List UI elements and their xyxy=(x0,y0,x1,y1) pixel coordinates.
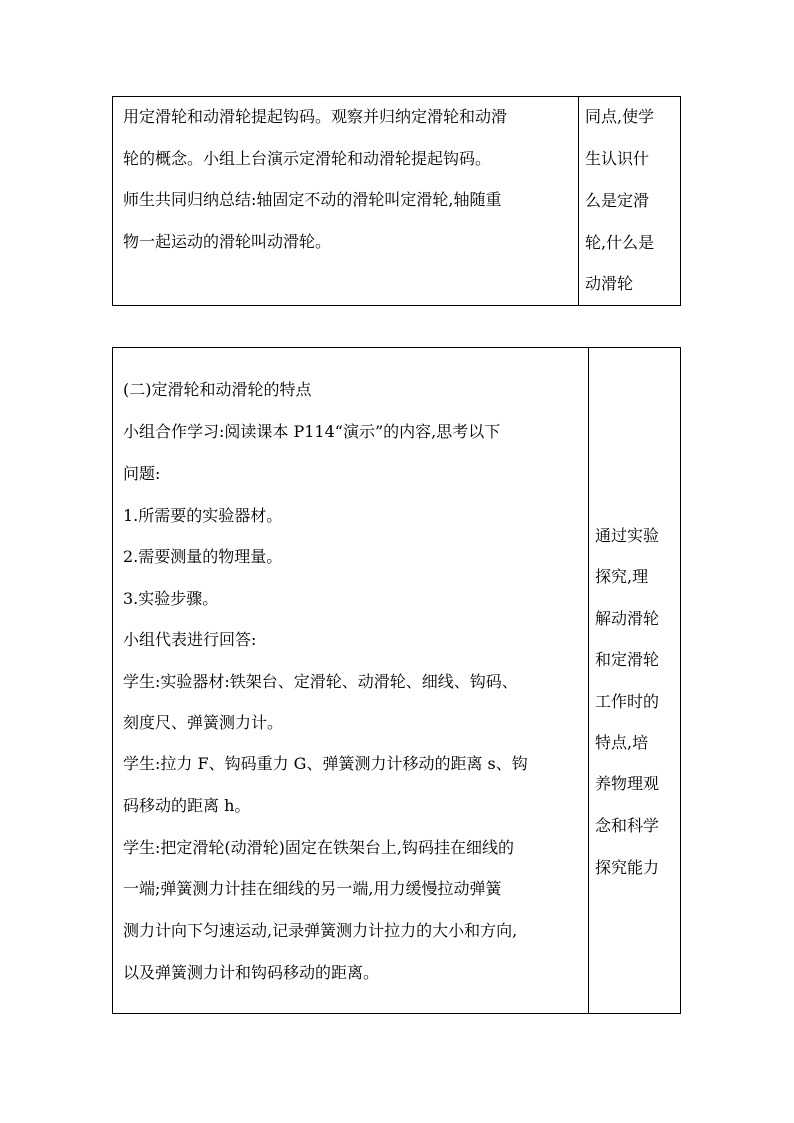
text-line: 学生:拉力 F、钩码重力 G、弹簧测力计移动的距离 s、钩 xyxy=(123,754,528,773)
text-line: 1.所需要的实验器材。 xyxy=(123,506,283,525)
text-line: 和定滑轮 xyxy=(595,650,660,669)
text-line: 轮,什么是 xyxy=(585,233,655,252)
table-2-intent-cell xyxy=(587,348,680,1013)
text-line: 探究,理 xyxy=(595,567,649,586)
text-line: 生认识什 xyxy=(585,149,650,168)
text-line: 一端;弹簧测力计挂在细线的另一端,用力缓慢拉动弹簧 xyxy=(123,879,502,898)
text-line: 刻度尺、弹簧测力计。 xyxy=(123,713,284,732)
table-1 xyxy=(112,96,681,306)
text-line: 工作时的 xyxy=(595,692,660,711)
text-line: 念和科学 xyxy=(595,816,660,835)
text-line: 么是定滑 xyxy=(585,191,650,210)
text-line: 学生:把定滑轮(动滑轮)固定在铁架台上,钩码挂在细线的 xyxy=(123,838,514,857)
text-line: 3.实验步骤。 xyxy=(123,589,219,608)
text-line: 测力计向下匀速运动,记录弹簧测力计拉力的大小和方向, xyxy=(123,921,518,940)
text-line: 养物理观 xyxy=(595,774,660,793)
text-line: 学生:实验器材:铁架台、定滑轮、动滑轮、细线、钩码、 xyxy=(123,672,518,691)
text-line: 小组代表进行回答: xyxy=(123,630,257,649)
text-line: 物一起运动的滑轮叫动滑轮。 xyxy=(123,232,332,251)
section-heading: (二)定滑轮和动滑轮的特点 xyxy=(123,380,312,399)
text-line: 轮的概念。小组上台演示定滑轮和动滑轮提起钩码。 xyxy=(123,149,492,168)
text-line: 解动滑轮 xyxy=(595,609,660,628)
text-line: 码移动的距离 h。 xyxy=(123,796,251,815)
text-line: 用定滑轮和动滑轮提起钩码。观察并归纳定滑轮和动滑 xyxy=(123,107,508,126)
table-2 xyxy=(112,347,681,1014)
text-line: 以及弹簧测力计和钩码移动的距离。 xyxy=(123,963,380,982)
text-line: 小组合作学习:阅读课本 P114“演示”的内容,思考以下 xyxy=(123,422,501,441)
text-line: 探究能力 xyxy=(595,858,660,877)
text-line: 问题: xyxy=(123,464,161,483)
text-line: 同点,使学 xyxy=(585,107,655,126)
text-line: 2.需要测量的物理量。 xyxy=(123,547,283,566)
text-line: 动滑轮 xyxy=(585,274,634,293)
table-1-intent-cell xyxy=(577,97,680,305)
text-line: 通过实验 xyxy=(595,526,660,545)
table-2-process-cell xyxy=(113,348,589,1013)
table-1-process-cell xyxy=(113,97,579,305)
text-line: 师生共同归纳总结:轴固定不动的滑轮叫定滑轮,轴随重 xyxy=(123,190,502,209)
text-line: 特点,培 xyxy=(595,733,649,752)
